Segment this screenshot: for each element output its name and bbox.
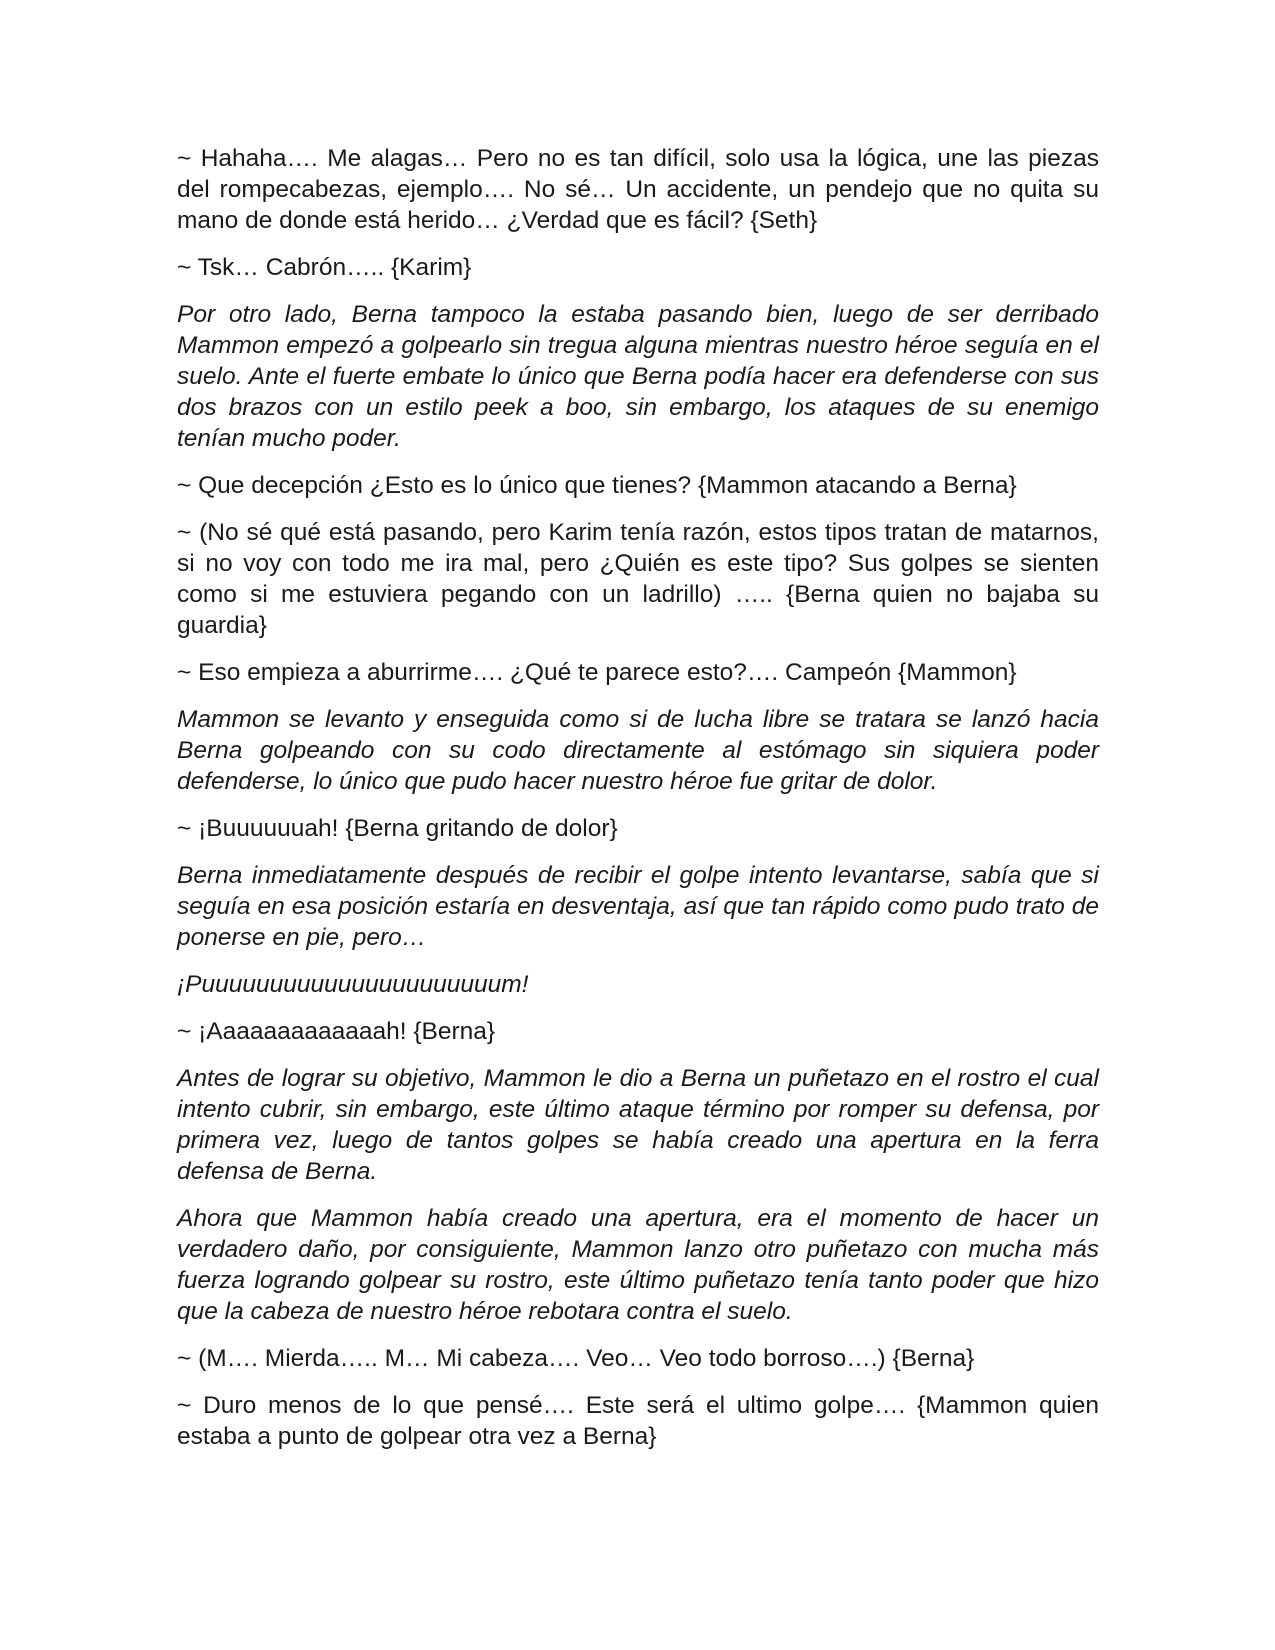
paragraph-narration: Antes de lograr su objetivo, Mammon le dio a Berna un puñetazo en el rostro el cual intento cubrir, sin embargo, este último ataque término por romper su defensa, por primera vez, luego de tantos golpes se había creado una apertura en la ferra defensa de Berna. bbox=[177, 1065, 1099, 1185]
paragraph-dialogue: ~ ¡Aaaaaaaaaaaaah! {Berna} bbox=[177, 1018, 496, 1045]
paragraph-dialogue: ~ Eso empieza a aburrirme…. ¿Qué te parece esto?…. Campeón {Mammon} bbox=[177, 659, 1017, 686]
paragraph-dialogue: ~ Tsk… Cabrón….. {Karim} bbox=[177, 254, 472, 281]
paragraph-narration: ¡Puuuuuuuuuuuuuuuuuuuuuum! bbox=[177, 971, 529, 998]
paragraph-narration: Por otro lado, Berna tampoco la estaba pasando bien, luego de ser derribado Mammon empezó a golpearlo sin tregua alguna mientras nuestro héroe seguía en el suelo. Ante el fuerte embate lo único que Berna podía hacer era defenderse con sus dos brazos con un estilo peek a boo, sin embargo, los ataques de su enemigo tenían mucho poder. bbox=[177, 301, 1099, 452]
paragraph-dialogue: ~ (M…. Mierda….. M… Mi cabeza…. Veo… Veo todo borroso….) {Berna} bbox=[177, 1345, 975, 1372]
paragraph-dialogue: ~ (No sé qué está pasando, pero Karim tenía razón, estos tipos tratan de matarnos, si no voy con todo me ira mal, pero ¿Quién es este tipo? Sus golpes se sienten como si me estuviera pegando con un ladrillo) ….. {Berna quien no bajaba su guardia} bbox=[177, 519, 1099, 639]
paragraph-dialogue: ~ ¡Buuuuuuah! {Berna gritando de dolor} bbox=[177, 815, 618, 842]
paragraph-dialogue: ~ Que decepción ¿Esto es lo único que tienes? {Mammon atacando a Berna} bbox=[177, 472, 1017, 499]
paragraph-narration: Mammon se levanto y enseguida como si de lucha libre se tratara se lanzó hacia Berna golpeando con su codo directamente al estómago sin siquiera poder defenderse, lo único que pudo hacer nuestro héroe fue gritar de dolor. bbox=[177, 706, 1099, 795]
paragraph-dialogue: ~ Duro menos de lo que pensé…. Este será el ultimo golpe…. {Mammon quien estaba a punto de golpear otra vez a Berna} bbox=[177, 1392, 1099, 1450]
paragraph-narration: Ahora que Mammon había creado una apertura, era el momento de hacer un verdadero daño, por consiguiente, Mammon lanzo otro puñetazo con mucha más fuerza logrando golpear su rostro, este último puñetazo tenía tanto poder que hizo que la cabeza de nuestro héroe rebotara contra el suelo. bbox=[177, 1205, 1099, 1325]
paragraph-dialogue: ~ Hahaha…. Me alagas… Pero no es tan difícil, solo usa la lógica, une las piezas del rompecabezas, ejemplo…. No sé… Un accidente, un pendejo que no quita su mano de donde está herido… ¿Verdad que es fácil? {Seth} bbox=[177, 145, 1099, 234]
paragraph-narration: Berna inmediatamente después de recibir el golpe intento levantarse, sabía que si seguía en esa posición estaría en desventaja, así que tan rápido como pudo trato de ponerse en pie, pero… bbox=[177, 862, 1099, 951]
document-page bbox=[177, 143, 1099, 1468]
